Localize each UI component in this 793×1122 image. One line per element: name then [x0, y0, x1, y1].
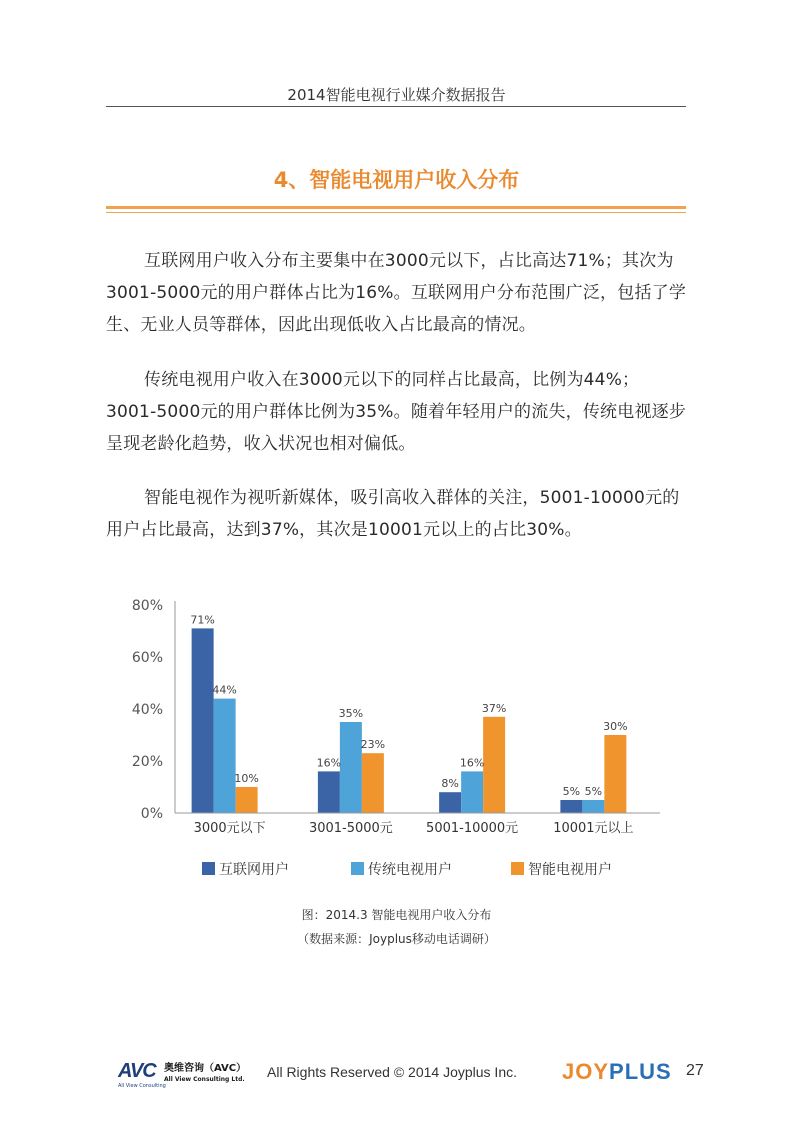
- x-tick-label: 10001元以上: [553, 821, 634, 836]
- bar-value-label: 5%: [562, 785, 581, 798]
- bar-value-label: 71%: [190, 613, 215, 627]
- bar: [439, 792, 461, 813]
- legend-label: 传统电视用户: [368, 862, 452, 878]
- bar: [604, 735, 626, 813]
- bar: [318, 771, 340, 813]
- joyplus-logo-plus: PLUS: [609, 1059, 672, 1084]
- figure-caption: 图：2014.3 智能电视用户收入分布: [301, 908, 492, 922]
- x-tick-label: 3001-5000元: [308, 821, 393, 836]
- bar-value-label: 30%: [603, 720, 628, 733]
- joyplus-logo-joy: JOY: [562, 1059, 610, 1084]
- y-tick-label: 80%: [131, 598, 163, 614]
- page-header-title: 2014智能电视行业媒介数据报告: [287, 86, 506, 104]
- income-distribution-bar-chart: [120, 585, 680, 890]
- joyplus-logo: [562, 1059, 672, 1085]
- y-tick-label: 60%: [131, 650, 163, 666]
- avc-logo-sub: All View Consulting: [118, 1083, 166, 1089]
- bar-value-label: 5%: [584, 785, 603, 798]
- section-title: 4、智能电视用户收入分布: [273, 168, 520, 192]
- avc-logo: [118, 1060, 166, 1089]
- header-divider: [106, 106, 686, 107]
- bar: [340, 722, 362, 813]
- avc-logo-mark: AVC: [118, 1060, 156, 1082]
- y-tick-label: 40%: [131, 702, 163, 718]
- paragraph-internet-users: 互联网用户收入分布主要集中在3000元以下，占比高达71%；其次为3001-5000元的用户群体占比为16%。互联网用户分布范围广泛，包括了学生、无业人员等群体，因此出现低收入占比最高的情况。: [106, 251, 687, 335]
- y-tick-label: 0%: [140, 806, 163, 822]
- legend-label: 互联网用户: [219, 862, 289, 878]
- bar: [582, 800, 604, 813]
- avc-company-name-cn: 奥维咨询（AVC）: [164, 1063, 247, 1074]
- bar: [362, 753, 384, 813]
- x-tick-label: 5001-10000元: [426, 821, 519, 836]
- bar: [236, 787, 258, 813]
- y-tick-label: 20%: [131, 754, 163, 770]
- legend-swatch: [511, 862, 524, 875]
- bar-value-label: 16%: [316, 756, 342, 770]
- paragraph-tv-users: 传统电视用户收入在3000元以下的同样占比最高，比例为44%；3001-5000元的用户群体比例为35%。随着年轻用户的流失，传统电视逐步呈现老龄化趋势，收入状况也相对偏低。: [106, 370, 687, 454]
- title-divider-thin: [106, 212, 686, 213]
- bar: [192, 628, 214, 813]
- legend-swatch: [202, 862, 215, 875]
- bar-value-label: 8%: [441, 777, 459, 791]
- bar-value-label: 10%: [234, 772, 259, 785]
- bar-value-label: 16%: [459, 756, 485, 770]
- bar: [461, 771, 483, 813]
- page-number: 27: [686, 1062, 704, 1079]
- figure-source: （数据来源：Joyplus移动电话调研）: [297, 932, 496, 946]
- bar-value-label: 23%: [360, 738, 386, 752]
- bar: [560, 800, 582, 813]
- copyright-text: All Rights Reserved © 2014 Joyplus Inc.: [267, 1064, 517, 1080]
- title-divider-thick: [106, 206, 686, 209]
- bar-value-label: 37%: [481, 701, 507, 715]
- avc-company-name-en: All View Consulting Ltd.: [164, 1076, 245, 1083]
- x-tick-label: 3000元以下: [193, 821, 266, 836]
- legend-label: 智能电视用户: [528, 862, 612, 878]
- bar: [214, 699, 236, 813]
- bar-value-label: 35%: [338, 707, 364, 720]
- bar-value-label: 44%: [212, 683, 237, 697]
- legend-swatch: [351, 862, 364, 875]
- bar: [483, 717, 505, 813]
- paragraph-smart-tv-users: 智能电视作为视听新媒体，吸引高收入群体的关注，5001-10000元的用户占比最高，达到37%，其次是10001元以上的占比30%。: [106, 488, 680, 540]
